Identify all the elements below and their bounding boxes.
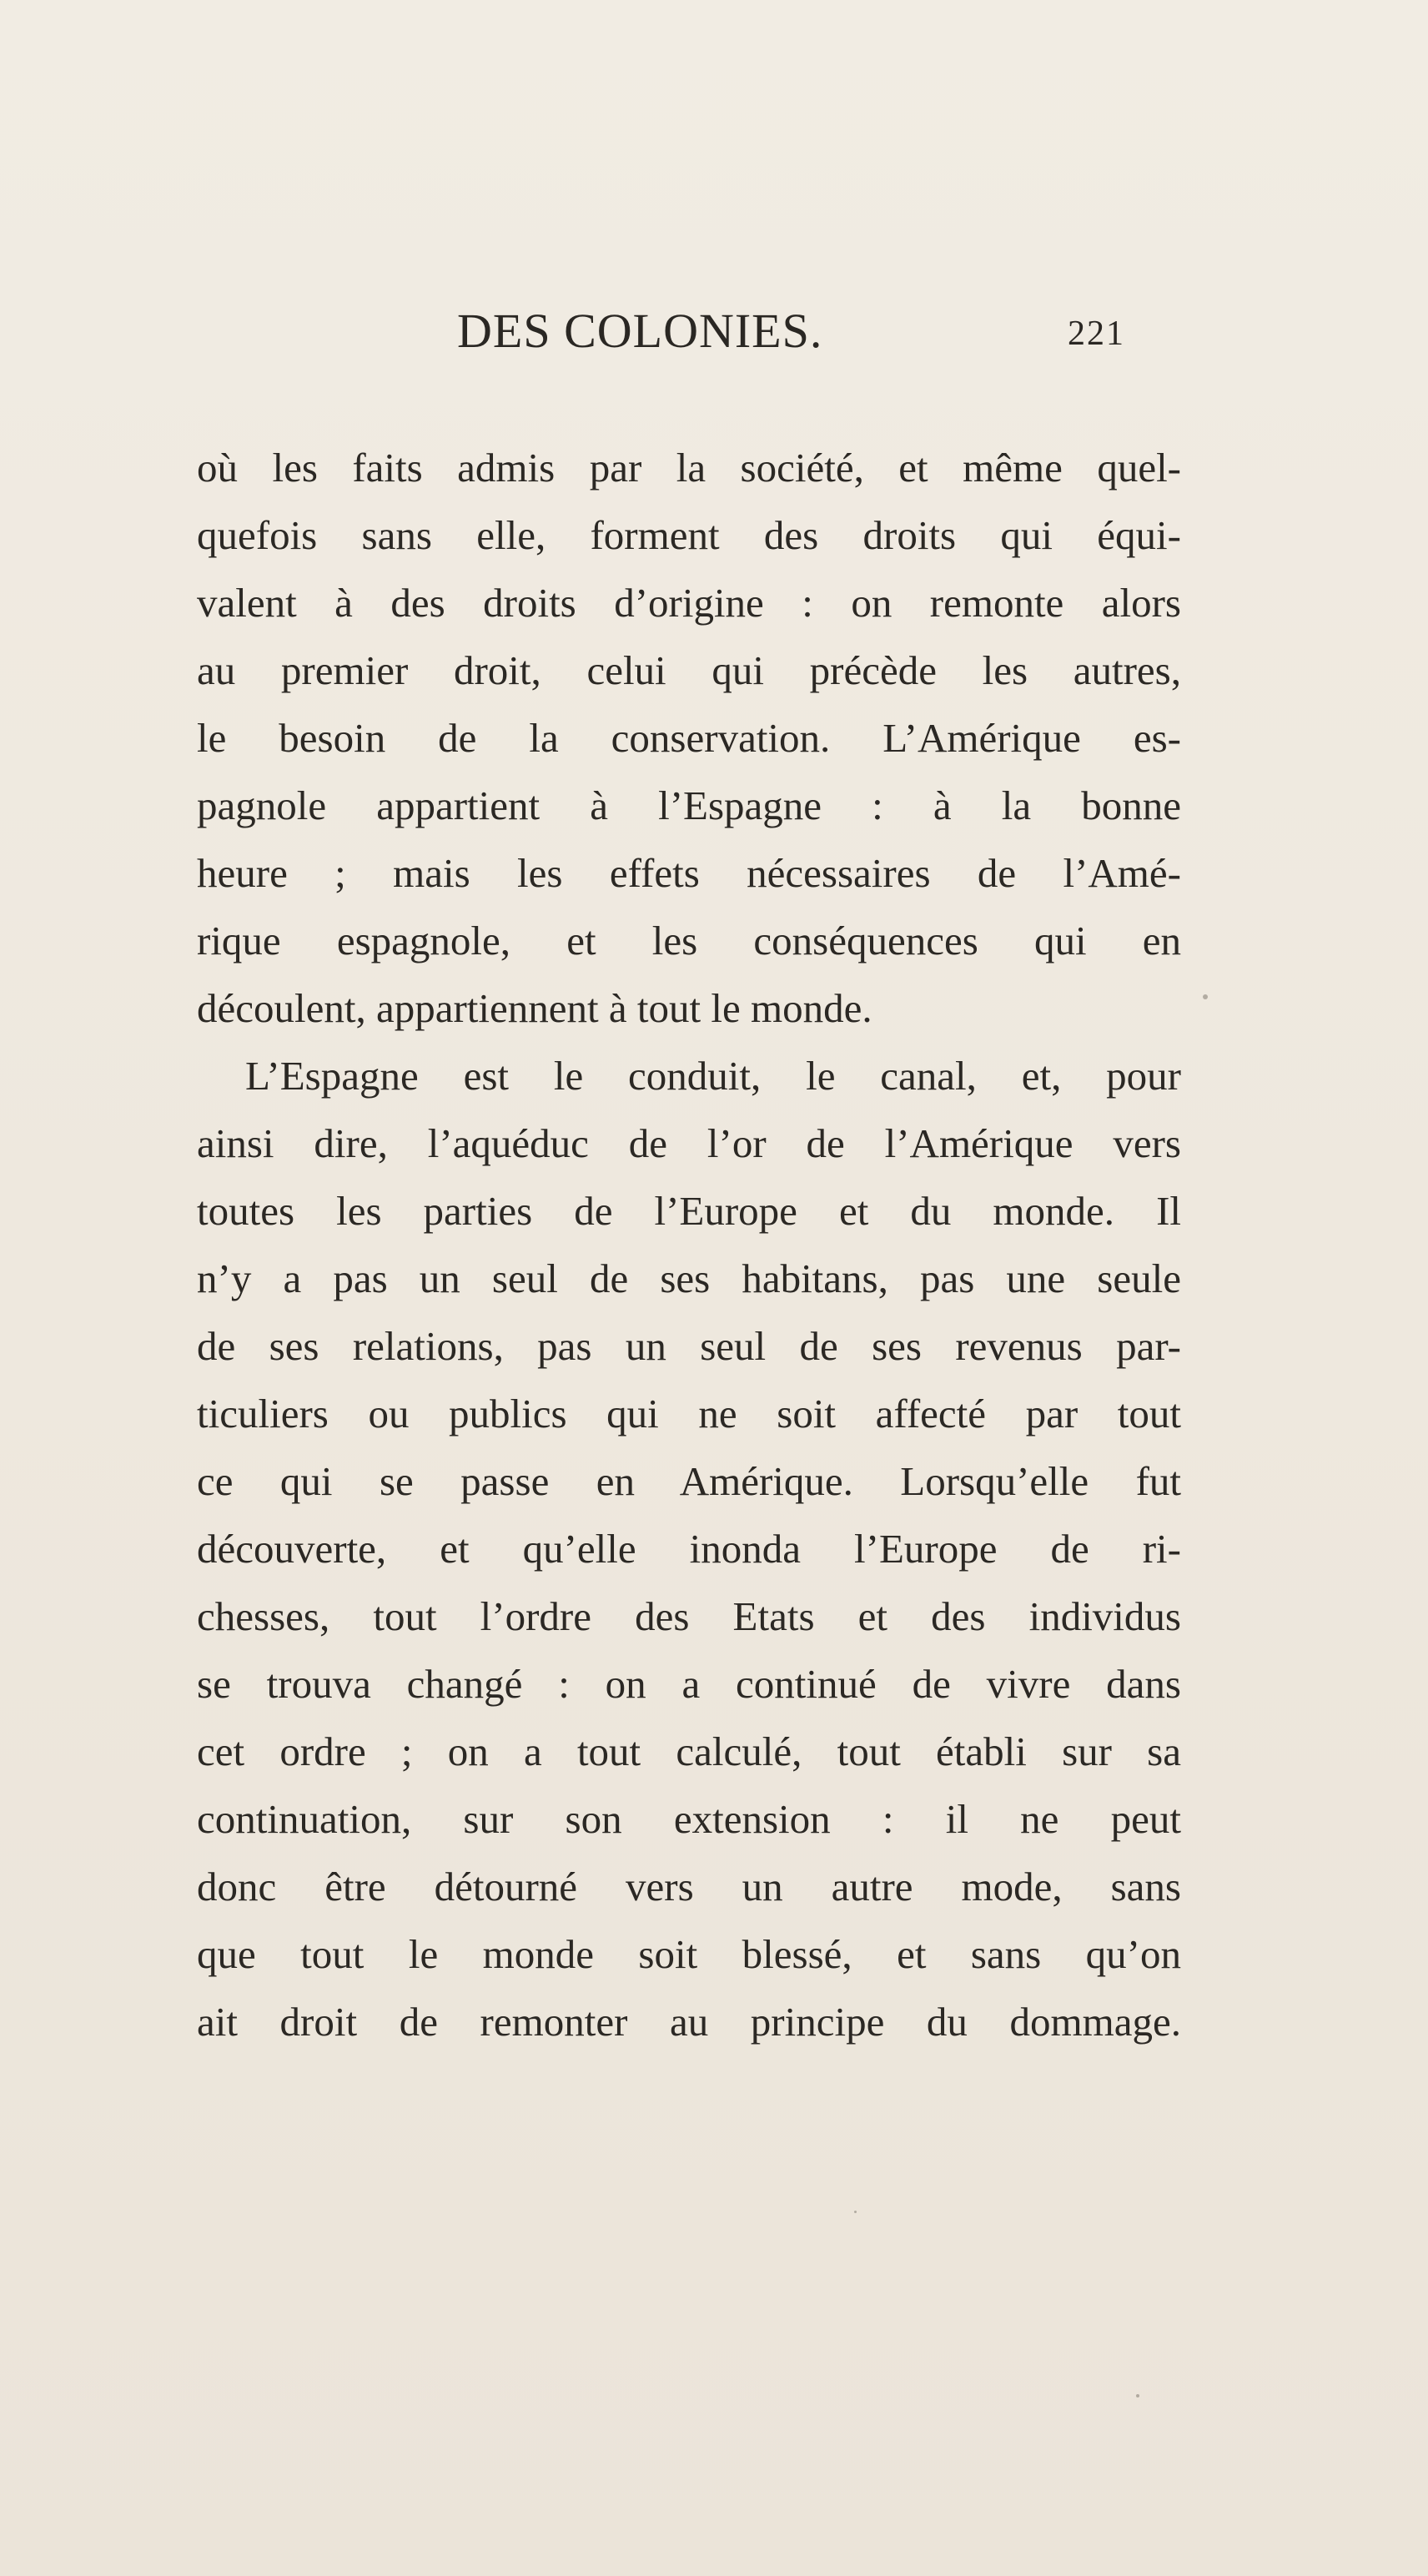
text-line: cet ordre ; on a tout calculé, tout établi sur sa [197,1728,1181,1774]
text-line: quefois sans elle, forment des droits qui équi- [197,512,1181,558]
page-number: 221 [1068,314,1125,353]
paper-speck [1136,2394,1139,2397]
text-line: ainsi dire, l’aquéduc de l’or de l’Amérique vers [197,1120,1181,1166]
text-line: de ses relations, pas un seul de ses revenus par- [197,1323,1181,1369]
text-line: chesses, tout l’ordre des Etats et des individus [197,1593,1181,1639]
body-text [197,434,1181,2055]
text-line: découlent, appartiennent à tout le monde. [197,985,872,1031]
text-line: n’y a pas un seul de ses habitans, pas une seule [197,1255,1181,1301]
running-title: DES COLONIES. [457,304,823,358]
text-line: découverte, et qu’elle inonda l’Europe de ri- [197,1526,1181,1572]
text-line: heure ; mais les effets nécessaires de l’Amé- [197,850,1181,896]
text-line: donc être détourné vers un autre mode, sans [197,1864,1181,1909]
text-line: ce qui se passe en Amérique. Lorsqu’elle fut [197,1458,1181,1504]
text-line: valent à des droits d’origine : on remonte alors [197,580,1181,626]
running-head [0,302,1428,360]
text-line: se trouva changé : on a continué de vivre dans [197,1661,1181,1707]
text-line: au premier droit, celui qui précède les autres, [197,647,1181,693]
text-line: continuation, sur son extension : il ne peut [197,1796,1181,1842]
paper-speck [854,2211,857,2213]
text-line: pagnole appartient à l’Espagne : à la bonne [197,782,1181,828]
text-line: que tout le monde soit blessé, et sans qu’on [197,1931,1181,1977]
text-line: où les faits admis par la société, et même quel- [197,445,1181,491]
text-line: le besoin de la conservation. L’Amérique es- [197,715,1181,761]
text-line: toutes les parties de l’Europe et du monde. Il [197,1188,1181,1234]
text-line: ticuliers ou publics qui ne soit affecté par tout [197,1391,1181,1436]
text-line: rique espagnole, et les conséquences qui en [197,918,1181,963]
paper-speck [1203,994,1208,999]
text-line: ait droit de remonter au principe du dommage. [197,1999,1181,2045]
paragraph-first-line: L’Espagne est le conduit, le canal, et, pour [245,1053,1181,1099]
